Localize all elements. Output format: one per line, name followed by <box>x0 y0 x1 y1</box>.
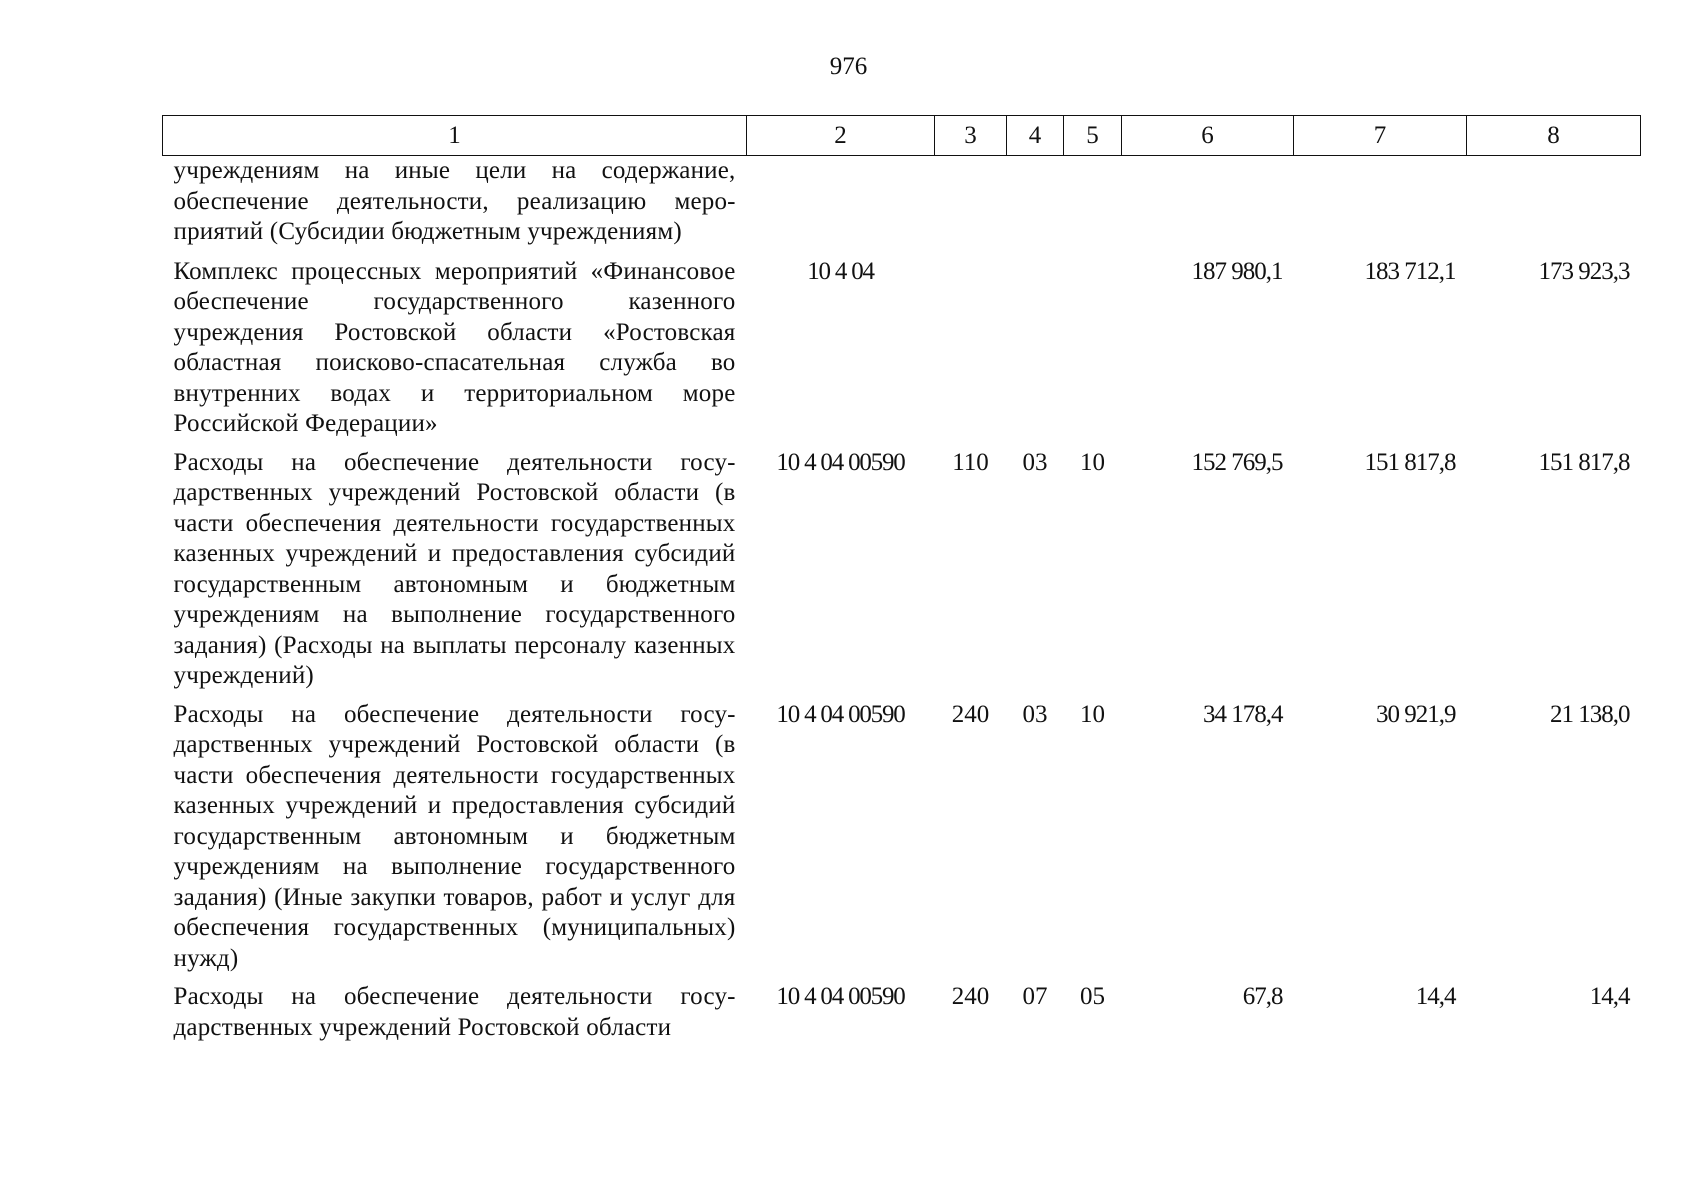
row-subsection <box>1064 257 1122 448</box>
table-row <box>163 700 1641 983</box>
header-col-6: 6 <box>1122 116 1294 156</box>
row-section: 03 <box>1022 700 1048 728</box>
table-row <box>163 257 1641 448</box>
header-col-4: 4 <box>1007 116 1064 156</box>
row-subsection: 05 <box>1080 983 1105 1010</box>
row-name: Расходы на обеспечение деятельности государственных учреждений Ростовской области (в части обеспечения деятельности государственных казенных учреждений и предоставления субсидий государственным автономным и бюджетным учреждениям на выполнение государственного задания) (Иные закупки товаров, работ и услуг для обеспечения государственных (муниципальных) нужд) <box>173 700 736 972</box>
row-amount-col6: 187 980,1 <box>1191 257 1283 285</box>
row-subsection: 10 <box>1080 448 1105 476</box>
header-col-1: 1 <box>163 116 747 156</box>
row-name: Комплекс процессных мероприятий «Финансовое обеспечение государственного казенного учреждения Ростовской области «Ростовская областная поисково-спасательная служба во внутренних водах и территориальном море Российской Федерации» <box>173 257 736 437</box>
row-amount-col8 <box>1467 156 1641 257</box>
row-amount-col6: 34 178,4 <box>1203 700 1283 728</box>
table-header <box>163 116 1641 156</box>
row-section <box>1007 257 1064 448</box>
row-amount-col8: 173 923,3 <box>1538 257 1630 285</box>
row-section <box>1007 156 1064 257</box>
row-amount-col6: 67,8 <box>1242 983 1283 1010</box>
row-amount-col8: 151 817,8 <box>1538 448 1630 476</box>
header-row <box>163 116 1641 156</box>
row-name: Расходы на обеспечение деятельности государственных учреждений Ростовской области (в части обеспечения деятельности государственных казенных учреждений и предоставления субсидий государственным автономным и бюджетным учреждениям на выполнение государственного задания) (Расходы на выплаты персоналу казенных учреждений) <box>173 448 736 689</box>
header-col-2: 2 <box>747 116 935 156</box>
row-expense-type: 240 <box>951 700 990 728</box>
row-amount-col7: 30 921,9 <box>1376 700 1456 728</box>
row-amount-col7: 14,4 <box>1415 983 1456 1010</box>
row-section: 07 <box>1022 983 1048 1010</box>
row-section: 03 <box>1022 448 1048 476</box>
header-col-5: 5 <box>1064 116 1122 156</box>
row-amount-col7: 151 817,8 <box>1364 448 1456 476</box>
row-target-code: 10 4 04 00590 <box>776 700 905 728</box>
row-subsection: 10 <box>1080 700 1105 728</box>
row-expense-type: 240 <box>951 983 990 1010</box>
table-row <box>163 156 1641 257</box>
table-row <box>163 982 1641 1051</box>
row-target-code: 10 4 04 00590 <box>776 983 905 1010</box>
row-subsection <box>1064 156 1122 257</box>
header-col-3: 3 <box>935 116 1007 156</box>
row-expense-type: 110 <box>952 448 989 476</box>
page-number: 976 <box>829 53 868 80</box>
row-name: учреждениям на иные цели на содержание, обеспечение деятельности, реализацию мероприятий (Субсидии бюджетным учреждениям) <box>173 157 736 245</box>
row-target-code <box>747 156 935 257</box>
row-expense-type <box>935 156 1007 257</box>
row-amount-col6: 152 769,5 <box>1191 448 1283 476</box>
row-name: Расходы на обеспечение деятельности государственных учреждений Ростовской области <box>173 983 736 1041</box>
row-amount-col7: 183 712,1 <box>1364 257 1456 285</box>
row-expense-type <box>935 257 1007 448</box>
table-body <box>163 156 1641 1052</box>
budget-table <box>162 115 1641 1051</box>
row-amount-col8: 14,4 <box>1589 983 1630 1010</box>
header-col-8: 8 <box>1467 116 1641 156</box>
table-row <box>163 448 1641 700</box>
row-target-code: 10 4 04 <box>807 257 874 285</box>
row-target-code: 10 4 04 00590 <box>776 448 905 476</box>
row-amount-col8: 21 138,0 <box>1550 700 1630 728</box>
row-amount-col7 <box>1294 156 1467 257</box>
header-col-7: 7 <box>1294 116 1467 156</box>
row-amount-col6 <box>1122 156 1294 257</box>
